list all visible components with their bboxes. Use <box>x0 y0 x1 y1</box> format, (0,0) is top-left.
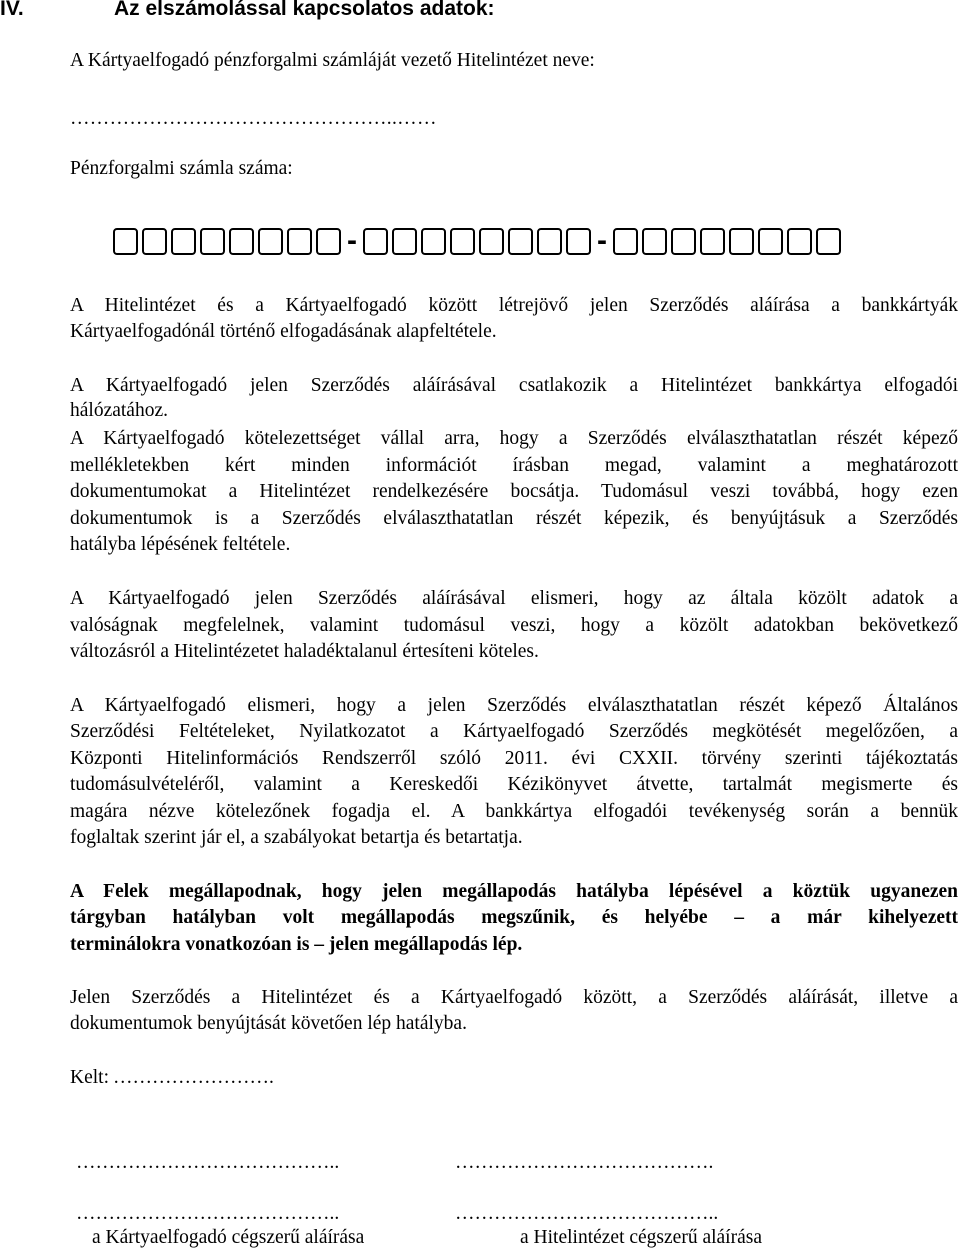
paragraph-5-line: Szerződési Feltételeket, Nyilatkozatot a Kártyaelfogadó Szerződés megkötését megelőzően, a <box>70 721 958 742</box>
account-separator: - <box>347 224 357 257</box>
bank-name-field[interactable]: …………………………………………..…… <box>70 108 437 129</box>
paragraph-7-line: Jelen Szerződés a Hitelintézet és a Kártyaelfogadó között, a Szerződés aláírását, illetve a <box>70 987 958 1008</box>
account-group-1 <box>113 228 345 255</box>
section-number: IV. <box>0 0 24 20</box>
signature-line-left[interactable]: ………………………………….. <box>76 1152 340 1173</box>
account-number-field[interactable] <box>113 224 845 258</box>
account-digit-box[interactable] <box>171 228 196 255</box>
account-group-2 <box>363 228 595 255</box>
paragraph-3-line: dokumentumok is a Szerződés elválaszthatatlan részét képezik, és benyújtásuk a Szerződés <box>70 508 958 529</box>
paragraph-6-line: tárgyban hatályban volt megállapodás megszűnik, és helyébe – a már kihelyezett <box>70 907 958 928</box>
section-title: Az elszámolással kapcsolatos adatok: <box>114 0 495 20</box>
account-digit-box[interactable] <box>316 228 341 255</box>
paragraph-5-line: A Kártyaelfogadó elismeri, hogy a jelen Szerződés elválaszthatatlan részét képező Általános <box>70 695 958 716</box>
account-digit-box[interactable] <box>287 228 312 255</box>
paragraph-3-line: mellékletekben kért minden információt írásban megad, valamint a meghatározott <box>70 455 958 476</box>
account-digit-box[interactable] <box>479 228 504 255</box>
paragraph-1-line: A Hitelintézet és a Kártyaelfogadó között létrejövő jelen Szerződés aláírása a bankkártyák <box>70 295 958 316</box>
account-digit-box[interactable] <box>729 228 754 255</box>
account-digit-box[interactable] <box>816 228 841 255</box>
signature-line-left-2[interactable]: ………………………………….. <box>76 1203 340 1224</box>
date-label: Kelt: <box>70 1067 109 1088</box>
paragraph-3-line: dokumentumokat a Hitelintézet rendelkezésére bocsátja. Tudomásul veszi továbbá, hogy ezen <box>70 481 958 502</box>
paragraph-1-line: Kártyaelfogadónál történő elfogadásának alapfeltétele. <box>70 321 497 342</box>
paragraph-4-line: változásról a Hitelintézetet haladéktalanul értesíteni köteles. <box>70 641 539 662</box>
paragraph-5-line: tudomásulvételéről, valamint a Kereskedői Kézikönyvet átvette, tartalmát megismerte és <box>70 774 958 795</box>
account-digit-box[interactable] <box>700 228 725 255</box>
paragraph-7-line: dokumentumok benyújtását követően lép hatályba. <box>70 1013 467 1034</box>
account-digit-box[interactable] <box>363 228 388 255</box>
account-digit-box[interactable] <box>142 228 167 255</box>
account-group-3 <box>613 228 845 255</box>
paragraph-2-line: hálózatához. <box>70 400 168 421</box>
paragraph-4-line: A Kártyaelfogadó jelen Szerződés aláírásával elismeri, hogy az általa közölt adatok a <box>70 588 958 609</box>
account-digit-box[interactable] <box>450 228 475 255</box>
account-digit-box[interactable] <box>258 228 283 255</box>
account-digit-box[interactable] <box>787 228 812 255</box>
account-digit-box[interactable] <box>566 228 591 255</box>
account-digit-box[interactable] <box>613 228 638 255</box>
account-digit-box[interactable] <box>671 228 696 255</box>
paragraph-4-line: valóságnak megfelelnek, valamint tudomásul veszi, hogy a közölt adatokban bekövetkező <box>70 615 958 636</box>
signature-line-right[interactable]: …………………………………. <box>455 1152 714 1173</box>
paragraph-5-line: foglaltak szerint jár el, a szabályokat betartja és betartatja. <box>70 827 523 848</box>
signature-caption-left: a Kártyaelfogadó cégszerű aláírása <box>92 1227 365 1248</box>
date-field[interactable]: ……………………. <box>113 1067 274 1088</box>
account-digit-box[interactable] <box>537 228 562 255</box>
signature-caption-right: a Hitelintézet cégszerű aláírása <box>520 1227 762 1248</box>
paragraph-2-line: A Kártyaelfogadó jelen Szerződés aláírásával csatlakozik a Hitelintézet bankkártya elfogadói <box>70 375 958 396</box>
paragraph-6-line: A Felek megállapodnak, hogy jelen megállapodás hatályba lépésével a köztük ugyanezen <box>70 881 958 902</box>
signature-line-right-2[interactable]: ………………………………….. <box>455 1203 719 1224</box>
account-separator: - <box>597 224 607 257</box>
account-digit-box[interactable] <box>758 228 783 255</box>
account-digit-box[interactable] <box>642 228 667 255</box>
account-digit-box[interactable] <box>508 228 533 255</box>
account-label: Pénzforgalmi számla száma: <box>70 158 293 179</box>
bank-name-label: A Kártyaelfogadó pénzforgalmi számláját vezető Hitelintézet neve: <box>70 50 595 71</box>
account-digit-box[interactable] <box>229 228 254 255</box>
paragraph-3-line: A Kártyaelfogadó kötelezettséget vállal arra, hogy a Szerződés elválaszthatatlan részét képező <box>70 428 958 449</box>
account-digit-box[interactable] <box>421 228 446 255</box>
paragraph-3-line: hatályba lépésének feltétele. <box>70 534 291 555</box>
paragraph-5-line: Központi Hitelinformációs Rendszerről szóló 2011. évi CXXII. törvény szerinti tájékoztatás <box>70 748 958 769</box>
account-digit-box[interactable] <box>200 228 225 255</box>
paragraph-5-line: magára nézve kötelezőnek fogadja el. A bankkártya elfogadói tevékenység során a bennük <box>70 801 958 822</box>
account-digit-box[interactable] <box>392 228 417 255</box>
paragraph-6-line: terminálokra vonatkozóan is – jelen megállapodás lép. <box>70 934 523 955</box>
account-digit-box[interactable] <box>113 228 138 255</box>
